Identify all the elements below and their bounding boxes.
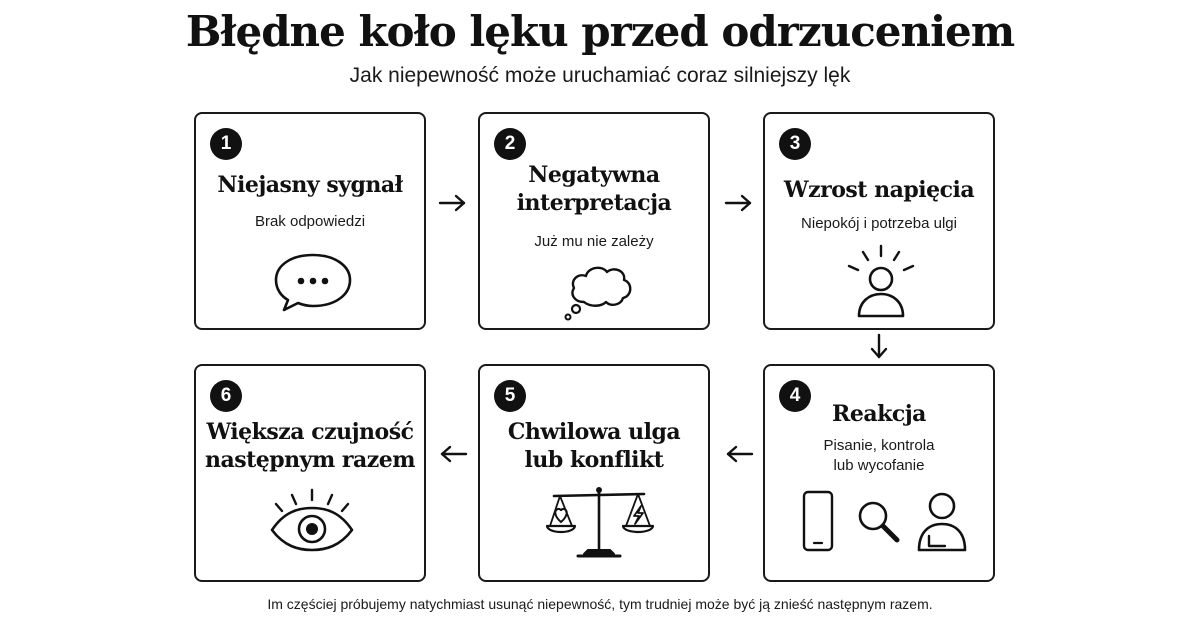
page-subtitle: Jak niepewność może uruchamiać coraz silniejszy lęk — [349, 64, 851, 87]
phone-icon — [801, 490, 835, 552]
step-number-badge: 3 — [779, 128, 811, 160]
step-title: Chwilowa ulga lub konflikt — [507, 419, 681, 473]
arrow-down-3-to-4 — [869, 333, 889, 361]
step-title: Reakcja — [832, 401, 926, 427]
step-title: Większa czujność następnym razem — [204, 419, 415, 473]
step-card-1 — [194, 112, 426, 330]
step-description: Brak odpowiedzi — [254, 213, 366, 230]
speech-bubble-icon — [272, 252, 354, 314]
step-card-2 — [478, 112, 710, 330]
page-title: Błędne koło lęku przed odrzuceniem — [185, 7, 1015, 56]
step-card-6 — [194, 364, 426, 582]
footer-note: Im częściej próbujemy natychmiast usunąć niepewność, tym trudniej może być ją znieść następnym razem. — [267, 596, 933, 612]
magnifier-icon — [855, 498, 901, 544]
thought-cloud-icon — [562, 260, 638, 322]
step-title: Negatywna interpretacja — [516, 162, 672, 216]
withdrawn-person-icon — [915, 490, 969, 554]
step-card-3 — [763, 112, 995, 330]
arrow-left-4-to-5 — [724, 444, 754, 464]
step-description: Niepokój i potrzeba ulgi — [801, 215, 957, 232]
step-title: Wzrost napięcia — [783, 177, 975, 203]
stressed-person-icon — [841, 244, 921, 320]
arrow-left-5-to-6 — [438, 444, 468, 464]
arrow-right-2-to-3 — [724, 193, 754, 213]
step-title: Niejasny sygnał — [217, 172, 403, 198]
step-description: Pisanie, kontrola lub wycofanie — [823, 437, 935, 474]
scale-icon — [544, 484, 654, 560]
step-number-badge: 4 — [779, 380, 811, 412]
step-card-4 — [763, 364, 995, 582]
step-number-badge: 5 — [494, 380, 526, 412]
step-description: Już mu nie zależy — [534, 233, 654, 250]
step-number-badge: 6 — [210, 380, 242, 412]
arrow-right-1-to-2 — [438, 193, 468, 213]
eye-icon — [266, 486, 358, 552]
step-number-badge: 1 — [210, 128, 242, 160]
step-number-badge: 2 — [494, 128, 526, 160]
step-card-5 — [478, 364, 710, 582]
